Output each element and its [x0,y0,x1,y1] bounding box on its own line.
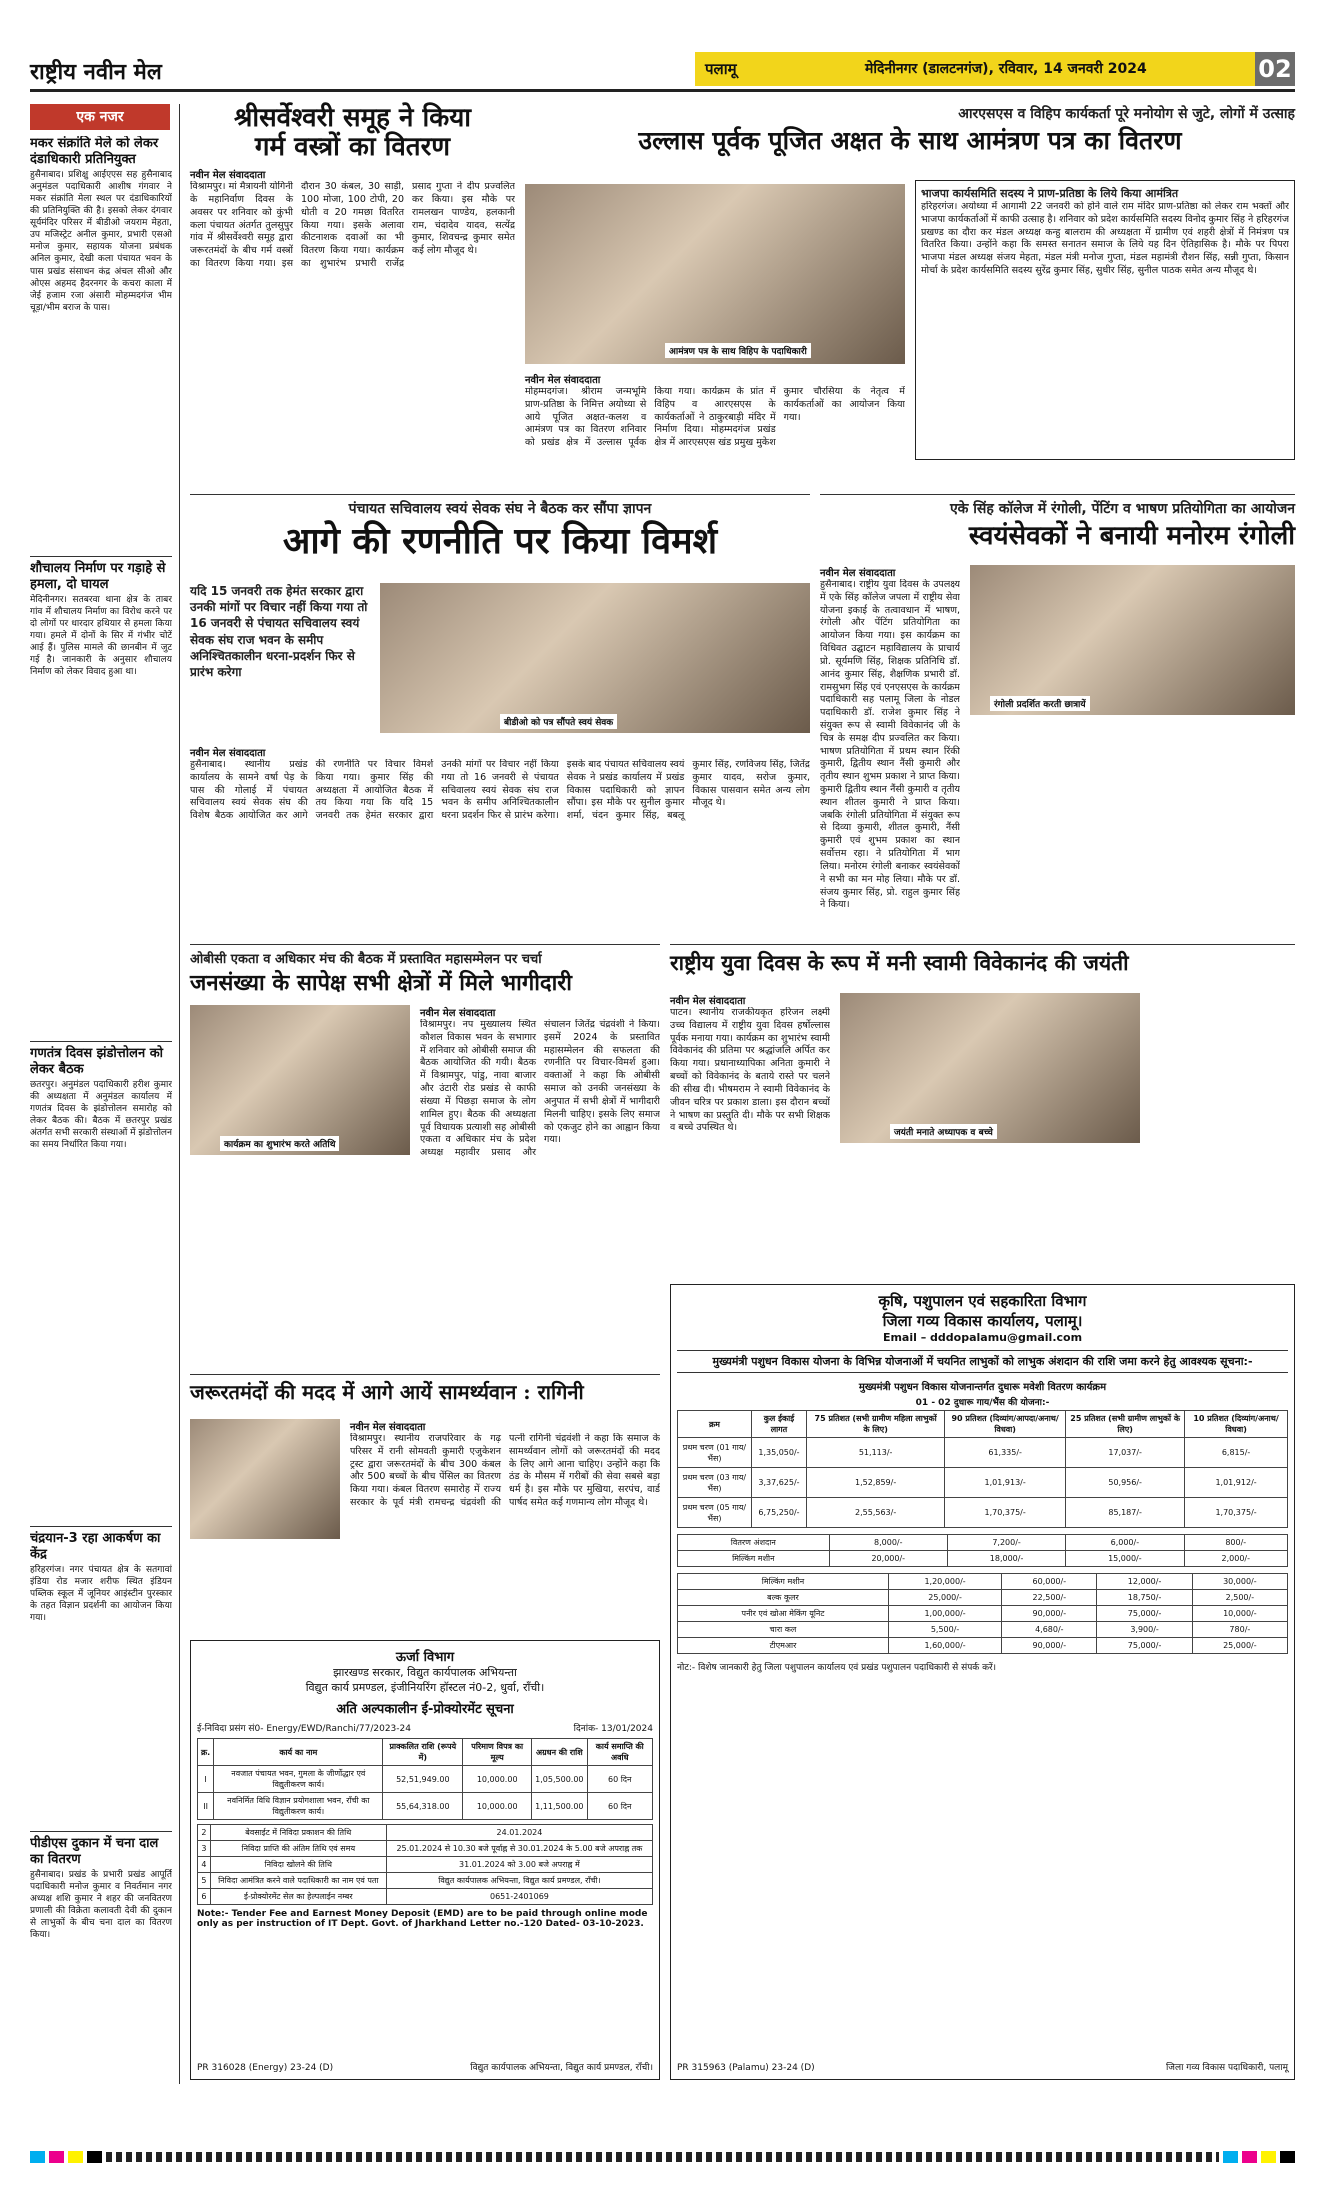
story-text [350,1419,660,1613]
table-cell: 2 [198,1825,211,1841]
table-row [198,1857,653,1873]
story-body: मोहम्मदगंज। श्रीराम जन्मभूमि प्राण-प्रतिष्ठा के निमित्त अयोध्या से आये पूजित अक्षत-कलश व आमंत्रण पत्र का वितरण शनिवार को प्रखंड क्षेत्र में उल्लास पूर्वक किया गया। कार्यक्रम के प्रांत में विहिप व आरएसएस के कार्यकर्ताओं ने ठाकुरबाड़ी मंदिर में निर्माण दिया। मोहम्मदगंज प्रखंड क्षेत्र में आरएसएस खंड प्रमुख मुकेश कुमार चौरसिया के नेतृत्व में कार्यकर्ताओं का आयोजन किया गया। [525,386,905,449]
table-row [678,1551,1288,1567]
table-row [198,1873,653,1889]
tender-note: Note:- Tender Fee and Earnest Money Deposit (EMD) are to be paid through online mode only as per instruction of IT Dept. Govt. of Jharkhand Letter no.-120 Dated- 03-10-2023. [197,1909,648,1929]
story-text [420,1005,660,1349]
tender-signature: विद्युत कार्यपालक अभियन्ता, विद्युत कार्य प्रमण्डल, राँची। [470,2063,653,2073]
news-photo [840,993,1140,1143]
table-cell: विद्युत कार्यपालक अभियन्ता, विद्युत कार्य प्रमण्डल, राँची। [386,1873,652,1889]
column-header: 75 प्रतिशत (सभी ग्रामीण महिला लाभुकों के लिए) [807,1411,945,1438]
table-cell: 52,51,949.00 [383,1766,463,1793]
sidebar-item-body: हुसैनाबाद। प्रखंड के प्रभारी प्रखंड आपूर्ति पदाधिकारी मनोज कुमार व निवर्तमान नगर अध्यक्ष शशि कुमार ने शहर की जनवितरण प्रणाली की विक्रेता कलावती देवी की दुकान से लाभुकों के बीच चना दाल का वितरण किया। [30,1869,172,1941]
tender-table [197,1738,653,1820]
story-body: विश्रामपुर। नप मुख्यालय स्थित कौशल विकास भवन के सभागार में शनिवार को ओबीसी समाज की बैठक आयोजित की गयी। बैठक में विश्रामपुर, पांडु, नावा बाजार और उंटारी रोड प्रखंड से काफी संख्या में पिछड़ा समाज के लोग शामिल हुए। बैठक की अध्यक्षता पूर्व विधायक प्रत्याशी सह ओबीसी एकता व अधिकार मंच के प्रदेश अध्यक्ष महावीर प्रसाद और संचालन जितेंद्र चंद्रवंशी ने किया। इसमें 2024 के प्रस्तावित महासम्मेलन की सफलता की रणनीति पर विचार-विमर्श हुआ। वक्ताओं ने कहा कि ओबीसी समाज को उनकी जनसंख्या के अनुपात में सभी क्षेत्रों में भागीदारी मिलनी चाहिए। इसके लिए समाज को एकजुट होने का आह्वान किया गया। [420,1019,660,1159]
table-row [678,1535,1288,1551]
page-number: 02 [1255,52,1295,86]
sidebar-item-title: चंद्रयान-3 रहा आकर्षण का केंद्र [30,1531,161,1563]
sidebar-item [30,556,172,1041]
table-cell: 6,815/- [1185,1438,1288,1468]
story-headline: स्वयंसेवकों ने बनायी मनोरम रंगोली [968,521,1295,551]
table-cell: 50,956/- [1066,1468,1185,1498]
tender-ad [190,1640,660,2080]
table-cell: 780/- [1192,1622,1287,1638]
table-cell: 10,000.00 [463,1793,532,1820]
table-cell: बेवसाईट में निविदा प्रकाशन की तिथि [210,1825,386,1841]
table-cell: 1,60,000/- [888,1638,1001,1654]
story-kicker: आरएसएस व विहिप कार्यकर्ता पूरे मनोयोग से जुटे, लोगों में उत्साह [958,106,1295,122]
sidebar-item-body: हरिहरगंज। नगर पंचायत क्षेत्र के सतगावां इंडिया रोड मजार शरीफ स्थित इंडियन पब्लिक स्कूल में जूनियर आइंस्टीन पुरस्कार के तहत विज्ञान प्रदर्शनी का आयोजन किया गया। [30,1564,172,1624]
table-cell: 2,55,563/- [807,1498,945,1528]
sidebar-item-title: शौचालय निर्माण पर गड़ाहे से हमला, दो घायल [30,561,166,593]
table-cell: 1,70,375/- [945,1498,1066,1528]
tender-address: विद्युत कार्य प्रमण्डल, इंजीनियरिंग हॉस्टल नं0-2, धुर्वा, राँची। [305,1681,545,1694]
tender-title: अति अल्पकालीन ई-प्रोक्योरमेंट सूचना [336,1702,514,1717]
table-cell: 1,20,000/- [888,1574,1001,1590]
table-cell: I [198,1766,214,1793]
table-cell: 12,000/- [1097,1574,1192,1590]
table-row [678,1638,1288,1654]
swatch-magenta [1242,2151,1257,2163]
story-youth-day [670,944,1295,1274]
table-cell: 3,900/- [1097,1622,1192,1638]
table-cell: 75,000/- [1097,1638,1192,1654]
sidebar-item-title: पीडीएस दुकान में चना दाल का वितरण [30,1836,159,1868]
story-kicker: एके सिंह कॉलेज में रंगोली, पेंटिंग व भाषण प्रतियोगिता का आयोजन [949,501,1295,517]
notice-section-title: मुख्यमंत्री पशुधन विकास योजनान्तर्गत दुधारू मवेशी वितरण कार्यक्रम [858,1382,1107,1393]
column-header: कुल ईकाई लागत [751,1411,806,1438]
story-kicker: ओबीसी एकता व अधिकार मंच की बैठक में प्रस्तावित महासम्मेलन पर चर्चा [190,952,542,967]
tender-ref-row [197,1721,653,1734]
notice-email: Email – dddopalamu@gmail.com [882,1331,1083,1344]
tender-org: झारखण्ड सरकार, विद्युत कार्यपालक अभियन्ता [333,1666,517,1679]
table-cell: निविदा खोलने की तिथि [210,1857,386,1873]
column-header: 25 प्रतिशत (सभी ग्रामीण लाभुकों के लिए) [1066,1411,1185,1438]
table-cell: प्रथम चरण (03 गाय/भैंस) [678,1468,752,1498]
story-body: पाटन। स्थानीय राजकीयकृत हरिजन लक्ष्मी उच्च विद्यालय में राष्ट्रीय युवा दिवस हर्षोल्लास पूर्वक मनाया गया। कार्यक्रम का शुभारंभ स्वामी विवेकानंद की प्रतिमा पर श्रद्धांजलि अर्पित कर किया गया। प्रधानाध्यापिका अनिता कुमारी ने बच्चों को विवेकानंद के बताये रास्ते पर चलने की सीख दी। भीषमराम ने स्वामी विवेकानंद के जीवन चरित्र पर प्रकाश डाला। इस दौरान बच्चों ने भाषण का प्रस्तुति दी। मौके पर सभी शिक्षक व बच्चे उपस्थित थे। [670,1007,830,1134]
table-cell: ई-प्रोक्योरमेंट सेल का हेल्पलाईन नम्बर [210,1889,386,1905]
color-registration-bar [30,2150,1295,2164]
story-invitation [525,104,1295,484]
byline: नवीन मेल संवाददाता [190,170,266,182]
table-cell: पनीर एवं खोआ मेकिंग यूनिट [678,1606,889,1622]
table-cell: 1,70,375/- [1185,1498,1288,1528]
table-row [198,1825,653,1841]
story-headline: आगे की रणनीति पर किया विमर्श [282,520,718,562]
table-header-row [198,1739,653,1766]
table-cell: 1,00,000/- [888,1606,1001,1622]
sidebar-item-body: हुसैनाबाद। प्रशिक्षु आईएएस सह हुसैनाबाद अनुमंडल पदाधिकारी आशीष गंगवार ने मकर संक्रांति मेला स्थल पर दंडाधिकारियों की प्रतिनियुक्ति की है। इसको लेकर दंगवार सूर्यमंदिर परिसर में बीडीओ जयराम मेहता, उप मजिस्ट्रेट अनील कुमार, प्रभारी एसओ मनोज कुमार, सहायक योजना प्रबंधक अनिल कुमार, देखी कला पंचायत भवन के पास प्रखंड संसाधन कंद्र अंचल सीओ और ओएस अहमद हैदरनगर के कचरा काला में जेई हजाम रजा अंसारी मोहम्मदगंज भीम चूड़ा/भीम बराज के पास। [30,169,172,314]
byline: नवीन मेल संवाददाता [420,1008,496,1019]
column-header: क्रम [678,1411,752,1438]
news-photo [525,184,905,364]
story-headline: जरूरतमंदों की मदद में आगे आयें सामर्थ्यवान : रागिनी [190,1380,584,1404]
table-cell: 0651-2401069 [386,1889,652,1905]
story-headline [190,104,515,161]
table-row [198,1889,653,1905]
sidebar-item-title: मकर संक्रांति मेले को लेकर दंडाधिकारी प्रतिनियुक्त [30,136,159,168]
photo-caption: बीडीओ को पत्र सौंपते स्वयं सेवक [500,714,617,729]
story-headline: राष्ट्रीय युवा दिवस के रूप में मनी स्वामी विवेकानंद की जयंती [670,950,1129,975]
table-cell: 24.01.2024 [386,1825,652,1841]
table-cell: 18,750/- [1097,1590,1192,1606]
swatch-cyan [1223,2151,1238,2163]
table-cell: 31.01.2024 को 3.00 बजे अपराह्न में [386,1857,652,1873]
table-row [678,1590,1288,1606]
table-cell: 5 [198,1873,211,1889]
sidebar-item [30,1041,172,1526]
table-cell: वितरण अंशदान [678,1535,830,1551]
table-cell: 2,500/- [1192,1590,1287,1606]
table-cell: 800/- [1184,1535,1288,1551]
story-headline: जनसंख्या के सापेक्ष सभी क्षेत्रों में मिले भागीदारी [190,970,572,996]
photo-caption: जयंती मनाते अध्यापक व बच्चे [890,1124,997,1139]
table-cell: 61,335/- [945,1438,1066,1468]
unit-table [677,1573,1288,1654]
table-row [678,1438,1288,1468]
story-help-needy [190,1374,660,1634]
table-cell: 4,680/- [1002,1622,1097,1638]
table-cell: 60 दिन [587,1793,652,1820]
table-cell: II [198,1793,214,1820]
story-strategy [190,494,810,934]
story-text [820,565,960,919]
table-row [198,1793,653,1820]
table-cell: 1,01,912/- [1185,1468,1288,1498]
swatch-yellow [68,2151,83,2163]
table-cell: निविदा प्राप्ति की अंतिम तिथि एवं समय [210,1841,386,1857]
tender-ref: ई-निविदा प्रसंग सं0- Energy/EWD/Ranchi/77/2023-24 [197,1724,411,1734]
table-row [678,1622,1288,1638]
photo-caption: रंगोली प्रदर्शित करती छात्रायें [990,696,1090,711]
table-cell: 10,000/- [1192,1606,1287,1622]
table-cell: 4 [198,1857,211,1873]
table-cell: 90,000/- [1002,1638,1097,1654]
table-cell: 18,000/- [947,1551,1065,1567]
table-cell: टीएमआर [678,1638,889,1654]
table-cell: 55,64,318.00 [383,1793,463,1820]
table-cell: 60,000/- [1002,1574,1097,1590]
story-warm-clothes [190,104,515,464]
table-row [678,1574,1288,1590]
news-photo [190,1005,410,1155]
sub-story [915,180,1295,460]
table-cell: 25,000/- [888,1590,1001,1606]
news-photo [380,583,810,733]
table-cell: प्रथम चरण (01 गाय/भैंस) [678,1438,752,1468]
column-header: प्राक्कलित राशि (रूपये में) [383,1739,463,1766]
table-cell: 6,000/- [1066,1535,1184,1551]
sidebar-header: एक नजर [30,104,170,130]
byline: नवीन मेल संवाददाता [820,568,896,579]
table-cell: 22,500/- [1002,1590,1097,1606]
table-cell: 90,000/- [1002,1606,1097,1622]
table-cell: 30,000/- [1192,1574,1287,1590]
sidebar [30,104,180,2084]
swatch-magenta [49,2151,64,2163]
swatch-black [1280,2151,1295,2163]
notice-remark: नोट:- विशेष जानकारी हेतु जिला पशुपालन कार्यालय एवं प्रखंड पशुपालन पदाधिकारी से संपर्क करें। [677,1663,997,1673]
column-header: अग्रधन की राशि [532,1739,587,1766]
table-cell: 6 [198,1889,211,1905]
news-photo [970,565,1295,715]
table-cell: 3 [198,1841,211,1857]
scheme-table [677,1410,1288,1528]
sub-story-headline: भाजपा कार्यसमिति सदस्य ने प्राण-प्रतिष्ठा के लिये किया आमंत्रित [921,187,1179,200]
sidebar-item-title: गणतंत्र दिवस झंडोत्तोलन को लेकर बैठक [30,1046,164,1078]
table-cell: 7,200/- [947,1535,1065,1551]
headline-line: गर्म वस्त्रों का वितरण [254,131,451,162]
sidebar-item [30,1526,172,1831]
notice-table-title: 01 - 02 दुधारू गाय/भैंस की योजना:- [915,1398,1050,1408]
notice-office: जिला गव्य विकास कार्यालय, पलामू। [882,1312,1083,1330]
table-cell: 15,000/- [1066,1551,1184,1567]
column-header: क्र. [198,1739,214,1766]
table-cell: मिल्किंग मशीन [678,1574,889,1590]
story-obc [190,944,660,1364]
table-cell: 10,000.00 [463,1766,532,1793]
table-cell: 25,000/- [1192,1638,1287,1654]
story-kicker: पंचायत सचिवालय स्वयं सेवक संघ ने बैठक कर सौंपा ज्ञापन [348,501,652,517]
photo-caption: आमंत्रण पत्र के साथ विहिप के पदाधिकारी [665,343,811,358]
byline: नवीन मेल संवाददाता [190,748,266,759]
story-text [190,745,810,919]
tender-footer: PR 316028 (Energy) 23-24 (D) [197,2063,334,2073]
table-cell: 8,000/- [829,1535,947,1551]
swatch-yellow [1261,2151,1276,2163]
table-cell: 2,000/- [1184,1551,1288,1567]
table-row [678,1498,1288,1528]
notice-dept: कृषि, पशुपालन एवं सहकारिता विभाग [878,1292,1087,1310]
table-cell: 1,11,500.00 [532,1793,587,1820]
story-body: विश्रामपुर। मां मैत्रायनी योगिनी के महानिर्वाण दिवस के अवसर पर शनिवार को कुंभी कला पंचायत अंतर्गत तुलसुपुर गांव में श्रीसर्वेश्वरी समूह द्वारा जरूरतमंदों के बीच गर्म वस्त्रों का वितरण किया गया। इस दौरान 30 कंबल, 30 साड़ी, 100 मोजा, 100 टोपी, 20 धोती व 20 गमछा वितरित किया गया। इसके अलावा कीटनाशक दवाओं का भी वितरण किया गया। कार्यक्रम का शुभारंभ प्रभारी राजेंद्र प्रसाद गुप्ता ने दीप प्रज्वलित कर किया। इस मौके पर रामलखन पाण्डेय, हलकानी राम, चंदादेव यादव, सत्येंद्र कुमार, शिवचन्द्र कुमार समेत कई लोग मौजूद थे। [190,181,515,270]
table-cell: 3,37,625/- [751,1468,806,1498]
table-cell: 25.01.2024 से 10.30 बजे पूर्वाह्न से 30.01.2024 के 5.00 बजे अपराह्न तक [386,1841,652,1857]
tender-dept: ऊर्जा विभाग [395,1650,455,1665]
table-cell: 75,000/- [1097,1606,1192,1622]
swatch-black [87,2151,102,2163]
table-cell: 85,187/- [1066,1498,1185,1528]
story-text [525,372,905,476]
table-cell: नवनिर्मित विधि विज्ञान प्रयोगशाला भवन, राँची का विद्युतीकरण कार्य। [214,1793,383,1820]
sidebar-item [30,136,172,556]
table-row [198,1766,653,1793]
column-header: 10 प्रतिशत (दिव्यांग/अनाथ/विधवा) [1185,1411,1288,1438]
table-cell: 1,52,859/- [807,1468,945,1498]
table-row [198,1841,653,1857]
table-cell: चारा कल [678,1622,889,1638]
table-cell: प्रथम चरण (05 गाय/भैंस) [678,1498,752,1528]
story-rangoli [820,494,1295,934]
story-body: विश्रामपुर। स्थानीय राजपरिवार के गढ़ परिसर में रानी सोमवती कुमारी एजुकेशन ट्रस्ट द्वारा जरूरतमंदों के बीच 300 कंबल और 500 बच्चों के बीच पेंसिल का वितरण किया गया। कंबल वितरण समारोह में राज्य सरकार के पूर्व मंत्री रामचन्द्र चंद्रवंशी की पत्नी रागिनी चंद्रवंशी ने कहा कि समाज के सामर्थ्यवान लोगों को जरूरतमंदों की मदद के लिए आगे आना चाहिए। उन्होंने कहा कि ठंड के मौसम में गरीबों की सेवा सबसे बड़ा धर्म है। इस मौके पर मुखिया, सरपंच, वार्ड पार्षद समेत कई गणमान्य लोग मौजूद थे। [350,1433,660,1509]
headline-line: श्रीसर्वेश्वरी समूह ने किया [233,103,472,133]
table-cell: 51,113/- [807,1438,945,1468]
table-row [678,1606,1288,1622]
table-cell: बल्क कूलर [678,1590,889,1606]
story-text [670,993,830,1227]
story-body: हुसैनाबाद। स्थानीय प्रखंड कार्यालय के सामने वर्षा पेड़ के पास की गोलाई में पंचायत सचिवालय स्वयं सेवक संघ की विशेष बैठक आयोजित कर आगे की रणनीति पर विचार विमर्श किया गया। कुमार सिंह की अध्यक्षता में आयोजित बैठक में तय किया गया कि यदि 15 जनवरी तक हेमंत सरकार द्वारा उनकी मांगों पर विचार नहीं किया गया तो 16 जनवरी से पंचायत सचिवालय स्वयं सेवक संघ राज भवन के समीप अनिश्चितकालीन धरना प्रदर्शन फिर से प्रारंभ करेगा। इसके बाद पंचायत सचिवालय स्वयं सेवक ने प्रखंड कार्यालय में प्रखंड विकास पदाधिकारी को ज्ञापन सौंपा। इस मौके पर सुनील कुमार शर्मा, चंदन कुमार सिंह, बबलू कुमार सिंह, रणविजय सिंह, जितेंद्र कुमार यादव, सरोज कुमार, विकास पासवान समेत अन्य लोग मौजूद थे। [190,759,810,822]
dateline: मेदिनीनगर (डालटनगंज), रविवार, 14 जनवरी 2024 [865,61,1147,77]
table-cell: 1,35,050/- [751,1438,806,1468]
equipment-table [677,1534,1288,1567]
byline: नवीन मेल संवाददाता [670,996,746,1007]
notice-signature: जिला गव्य विकास पदाधिकारी, पलामू [1165,2063,1288,2073]
table-cell: 6,75,250/- [751,1498,806,1528]
column-header: परिमाण विपत्र का मूल्य [463,1739,532,1766]
story-headline: उल्लास पूर्वक पूजित अक्षत के साथ आमंत्रण पत्र का वितरण [638,126,1182,155]
table-cell: मिल्किंग मशीन [678,1551,830,1567]
sidebar-item-body: छतरपुर। अनुमंडल पदाधिकारी हरीश कुमार की अध्यक्षता में अनुमंडल कार्यालय में गणतंत्र दिवस के झंडोत्तोलन समारोह को लेकर बैठक की। बैठक में छतरपुर प्रखंड अंतर्गत सभी सरकारी संस्थाओं में झंडोत्तोलन का समय निर्धारित किया गया। [30,1079,172,1151]
table-cell: 17,037/- [1066,1438,1185,1468]
table-cell: 5,500/- [888,1622,1001,1638]
column-header: कार्य समाप्ति की अवधि [587,1739,652,1766]
registration-strip [106,2152,1219,2162]
brand-name: राष्ट्रीय नवीन मेल [30,59,162,85]
sub-story-body: हरिहरगंज। अयोध्या में आगामी 22 जनवरी को होने वाले राम मंदिर प्राण-प्रतिष्ठा को लेकर राम भक्तों और भाजपा कार्यकर्ताओं में काफी उत्साह है। शनिवार को प्रदेश कार्यसमिति सदस्य विनोद कुमार सिंह ने हरिहरगंज प्रखण्ड का दौरा कर मंडल अध्यक्ष कन्हु बालराम की अध्यक्षता में ग्रामीण एवं शहरी क्षेत्रों में निमंत्रण पत्र वितरित किया। उन्होंने कहा कि समस्त सनातन समाज के लिये यह दिन ऐतिहासिक है। मौके पर पिपरा भाजपा मंडल अध्यक्ष संजय मेहता, मंडल मंत्री मनोज गुप्ता, मंडल महामंत्री रौशन सिंह, सन्नी गुप्ता, किसान मोर्चा के प्रदेश कार्यसमिति सदस्य सुरेंद्र कुमार सिंह, सुधीर सिंह, सुनील पाठक समेत अन्य मौजूद थे। [921,201,1289,277]
notice-title: मुख्यमंत्री पशुधन विकास योजना के विभिन्न योजनाओं में चयनित लाभुकों को लाभुक अंशदान की राशि जमा करने हेतु आवश्यक सूचना:- [677,1350,1288,1373]
column-header: कार्य का नाम [214,1739,383,1766]
column-header: 90 प्रतिशत (दिव्यांग/आपदा/अनाथ/विधवा) [945,1411,1066,1438]
edition-strip [695,52,1295,86]
masthead [30,52,1295,92]
notice-footer: PR 315963 (Palamu) 23-24 (D) [677,2063,815,2073]
news-photo [190,1419,340,1539]
tender-date: दिनांक- 13/01/2024 [573,1724,653,1734]
byline: नवीन मेल संवाददाता [525,375,601,386]
table-cell: 1,05,500.00 [532,1766,587,1793]
pull-quote: यदि 15 जनवरी तक हेमंत सरकार द्वारा उनकी मांगों पर विचार नहीं किया गया तो 16 जनवरी से पंचायत सचिवालय स्वयं सेवक संघ राज भवन के समीप अनिश्चितकालीन धरना-प्रदर्शन फिर से प्रारंभ करेगा [190,584,368,679]
section-name: पलामू [705,60,737,78]
livestock-notice [670,1284,1295,2080]
table-cell: 60 दिन [587,1766,652,1793]
table-row [678,1468,1288,1498]
table-cell: 1,01,913/- [945,1468,1066,1498]
table-cell: निविदा आमंत्रित करने वाले पदाधिकारी का नाम एवं पता [210,1873,386,1889]
tender-schedule-table [197,1824,653,1905]
sidebar-item-body: मेदिनीनगर। सतबरवा थाना क्षेत्र के ताबर गांव में शौचालय निर्माण का विरोध करने पर दो लोगों पर धारदार हथियार से हमला किया गया। हमले में दोनों के सिर में गंभीर चोटें आई हैं। पुलिस मामले की छानबीन में जुट गई है। जानकारी के अनुसार शौचालय निर्माण को लेकर विवाद हुआ था। [30,594,172,678]
sidebar-list [30,136,172,2086]
photo-caption: कार्यक्रम का शुभारंभ करते अतिथि [220,1136,339,1151]
table-cell: 20,000/- [829,1551,947,1567]
byline: नवीन मेल संवाददाता [350,1422,426,1433]
sidebar-item [30,1831,172,2086]
swatch-cyan [30,2151,45,2163]
story-body: हुसैनाबाद। राष्ट्रीय युवा दिवस के उपलक्ष्य में एके सिंह कॉलेज जपला में राष्ट्रीय सेवा योजना इकाई के तत्वावधान में भाषण, रंगोली और पेंटिंग प्रतियोगिता का आयोजन किया गया। इस कार्यक्रम का विधिवत उद्घाटन महाविद्यालय के प्राचार्य प्रो. सूर्यमणि सिंह, शिक्षक प्रतिनिधि डॉ. आनंद कुमार सिंह, शैक्षणिक प्रभारी डॉ. रामसुभग सिंह एवं एनएसएस के कार्यक्रम पदाधिकारी सह पलामू जिला के नोडल पदाधिकारी डॉ. राजेश कुमार सिंह ने संयुक्त रूप से स्वामी विवेकानंद जी के चित्र के समक्ष दीप प्रज्वलित कर किया। भाषण प्रतियोगिता में प्रथम स्थान रिंकी कुमारी, द्वितीय स्थान नैंसी कुमारी और तृतीय स्थान शुभम प्रकाश ने प्राप्त किया। कुमारी द्वितीय स्थान नैंसी कुमारी व तृतीय स्थान शीतल कुमारी ने प्राप्त किया। जबकि रंगोली प्रतियोगिता में संयुक्त रूप से दिव्या कुमारी, शीतल कुमारी, नैंसी कुमारी एवं शुभम प्रकाश का स्थान सर्वोत्तम रहा। ने प्रतियोगिता में भाग लिया। मनोरम रंगोली बनाकर स्वयंसेवकों ने सभी का मन मोह लिया। मौके पर डॉ. संजय कुमार सिंह, प्रो. राहुल कुमार सिंह ने किया। [820,579,960,911]
table-header-row [678,1411,1288,1438]
table-cell: नवजात पंचायत भवन, गुमला के जीर्णोद्धार एवं विद्युतीकरण कार्य। [214,1766,383,1793]
